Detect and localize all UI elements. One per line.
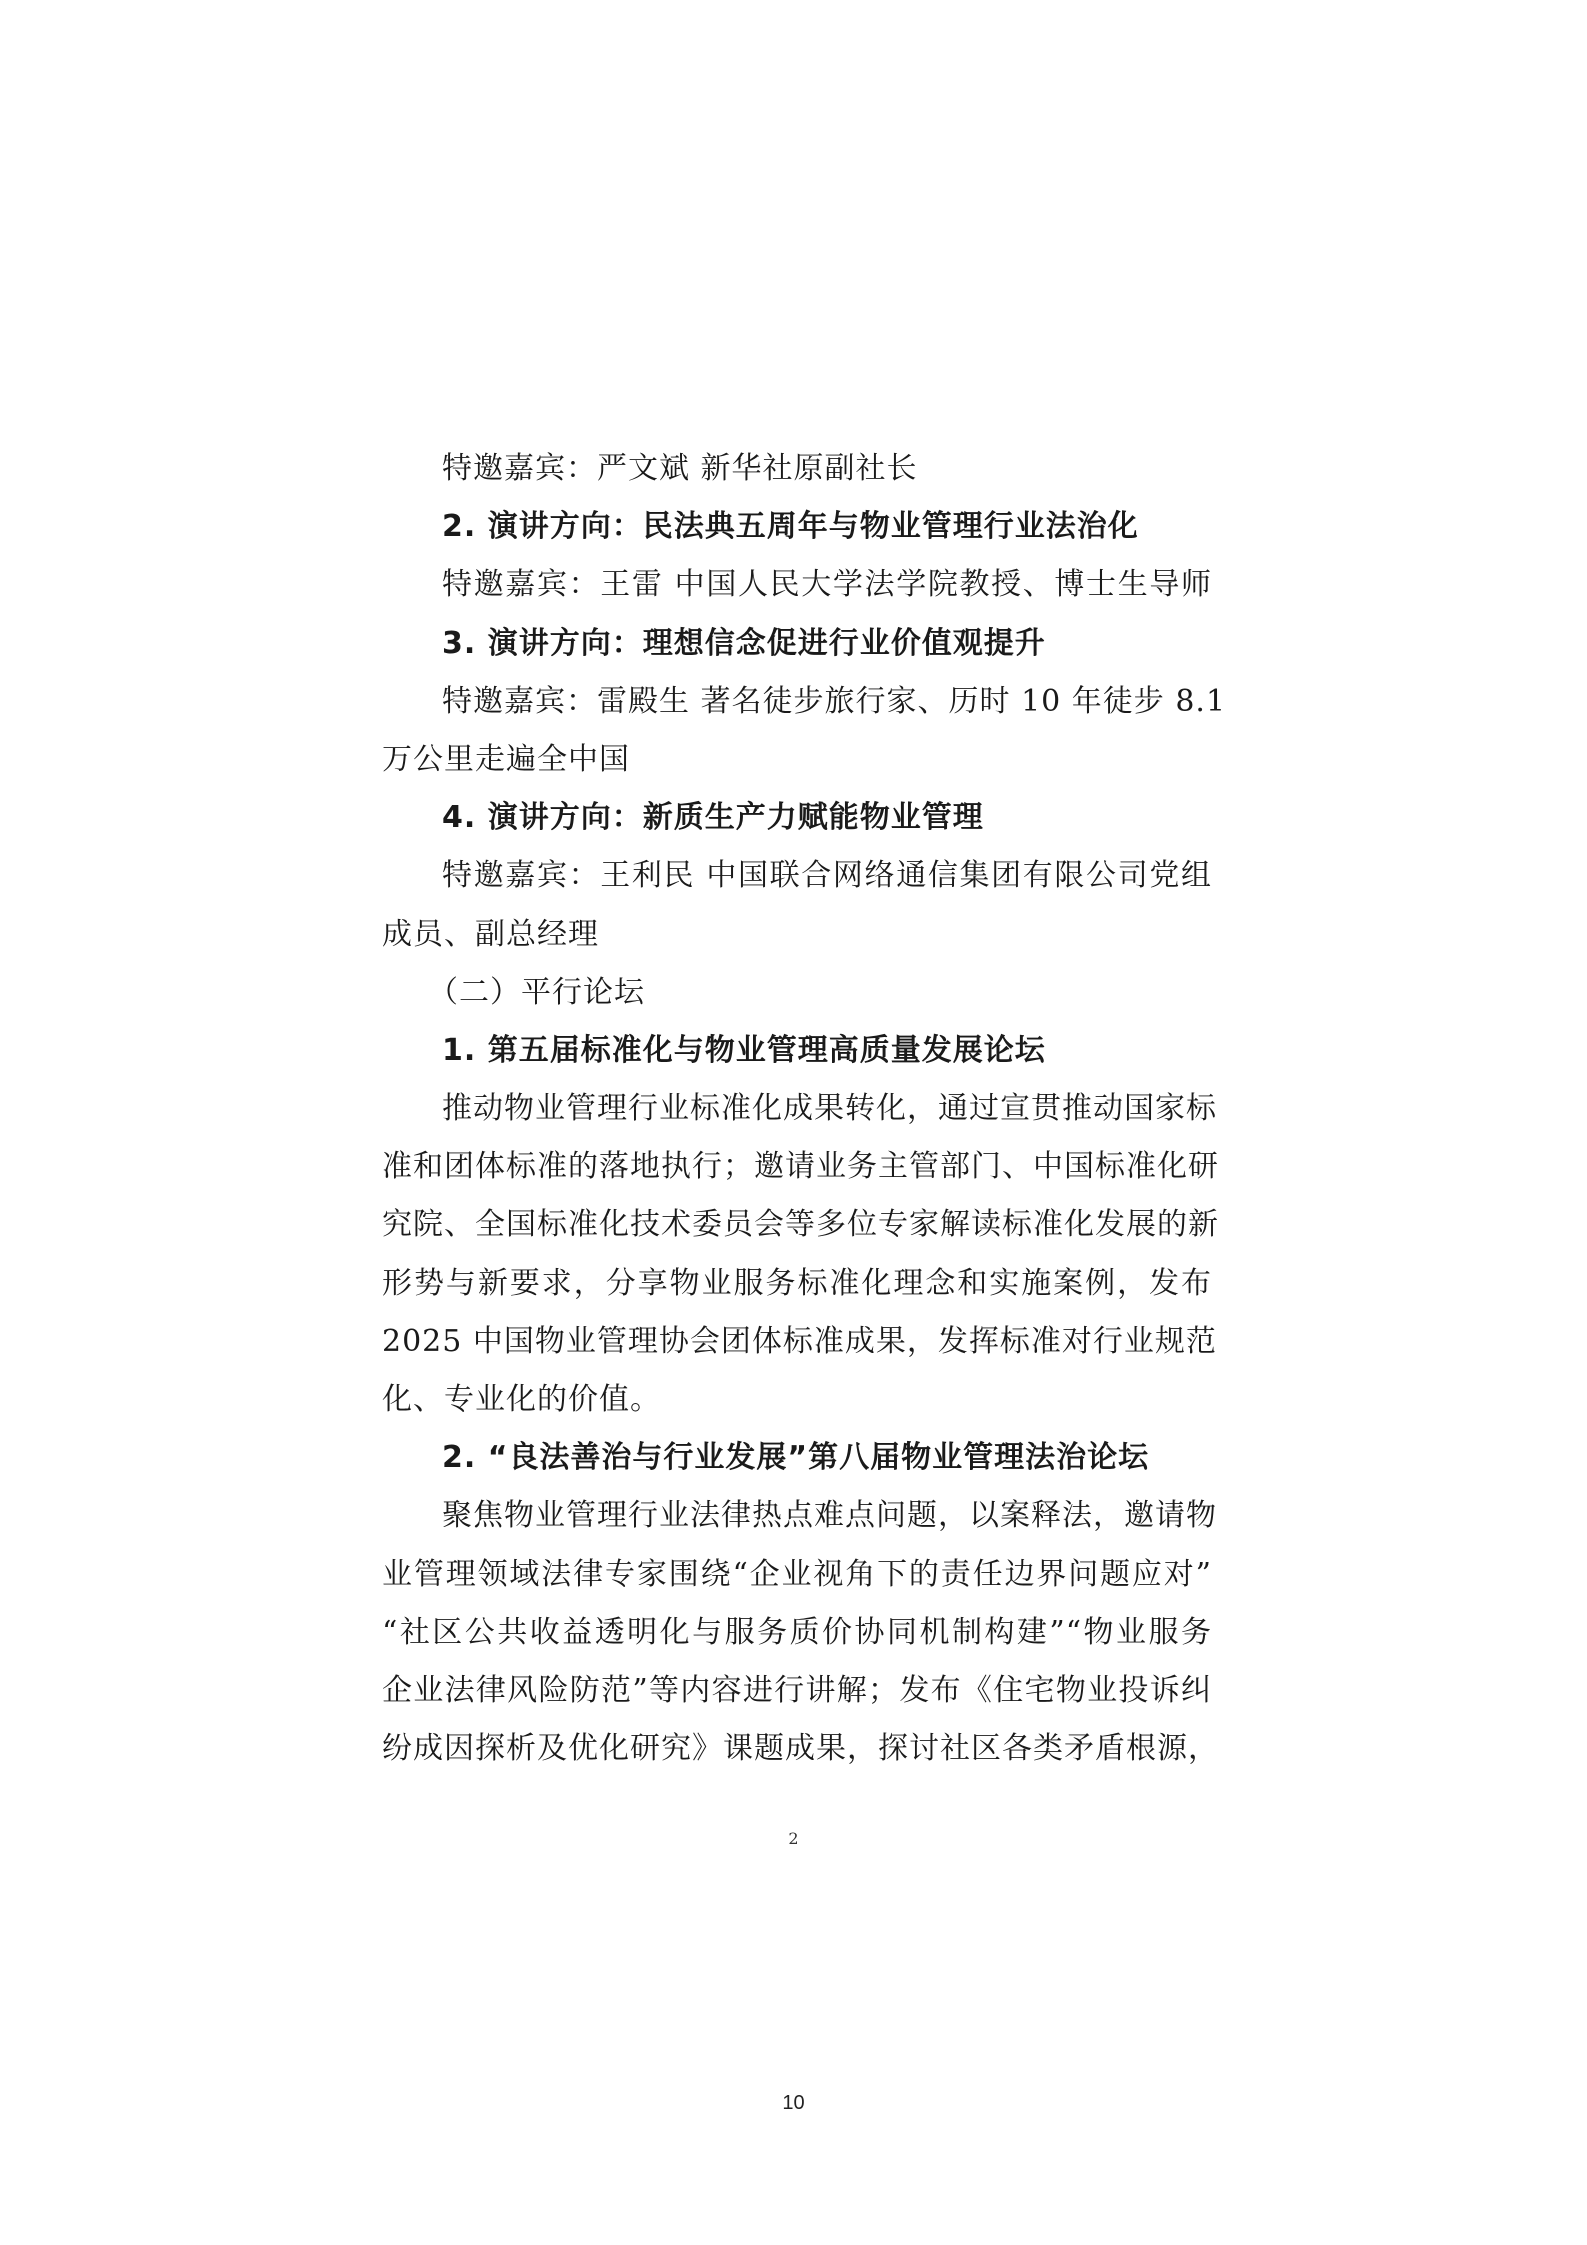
inner-page-number: 2 (788, 1829, 799, 1848)
text-line: 特邀嘉宾：雷殿生 著名徒步旅行家、历时 10 年徒步 8.1 (442, 683, 1227, 719)
text-line: 特邀嘉宾：王雷 中国人民大学法学院教授、博士生导师 (442, 567, 1212, 603)
text-line: 化、专业化的价值。 (382, 1382, 661, 1417)
section-heading: 4. 演讲方向：新质生产力赋能物业管理 (442, 800, 984, 836)
text-line: 聚焦物业管理行业法律热点难点问题，以案释法，邀请物 (442, 1498, 1217, 1534)
section-heading: 2. 演讲方向：民法典五周年与物业管理行业法治化 (442, 509, 1139, 545)
text-line: 企业法律风险防范”等内容进行讲解；发布《住宅物业投诉纠 (382, 1672, 1212, 1708)
text-line: 形势与新要求，分享物业服务标准化理念和实施案例，发布 (382, 1265, 1212, 1301)
text-line: 2025 中国物业管理协会团体标准成果，发挥标准对行业规范 (382, 1323, 1217, 1359)
document-body (382, 440, 1227, 1778)
text-line: 万公里走遍全中国 (382, 741, 630, 777)
text-line: 成员、副总经理 (382, 916, 599, 952)
outer-page-number: 10 (782, 2092, 805, 2114)
text-line: 究院、全国标准化技术委员会等多位专家解读标准化发展的新 (382, 1207, 1219, 1243)
text-line: （二）平行论坛 (428, 974, 645, 1010)
section-heading: 1. 第五届标准化与物业管理高质量发展论坛 (442, 1032, 1046, 1068)
text-line: 准和团体标准的落地执行；邀请业务主管部门、中国标准化研 (382, 1149, 1219, 1185)
text-line: 推动物业管理行业标准化成果转化，通过宣贯推动国家标 (442, 1091, 1217, 1127)
section-heading: 3. 演讲方向：理想信念促进行业价值观提升 (442, 625, 1046, 661)
text-line: “社区公共收益透明化与服务质价协同机制构建”“物业服务 (382, 1614, 1212, 1650)
text-line: 特邀嘉宾：王利民 中国联合网络通信集团有限公司党组 (442, 858, 1212, 894)
section-heading: 2. “良法善治与行业发展”第八届物业管理法治论坛 (442, 1440, 1150, 1476)
text-line: 特邀嘉宾：严文斌 新华社原副社长 (442, 451, 918, 486)
text-line: 业管理领域法律专家围绕“企业视角下的责任边界问题应对” (382, 1556, 1212, 1592)
text-line: 纷成因探析及优化研究》课题成果，探讨社区各类矛盾根源， (382, 1731, 1219, 1767)
